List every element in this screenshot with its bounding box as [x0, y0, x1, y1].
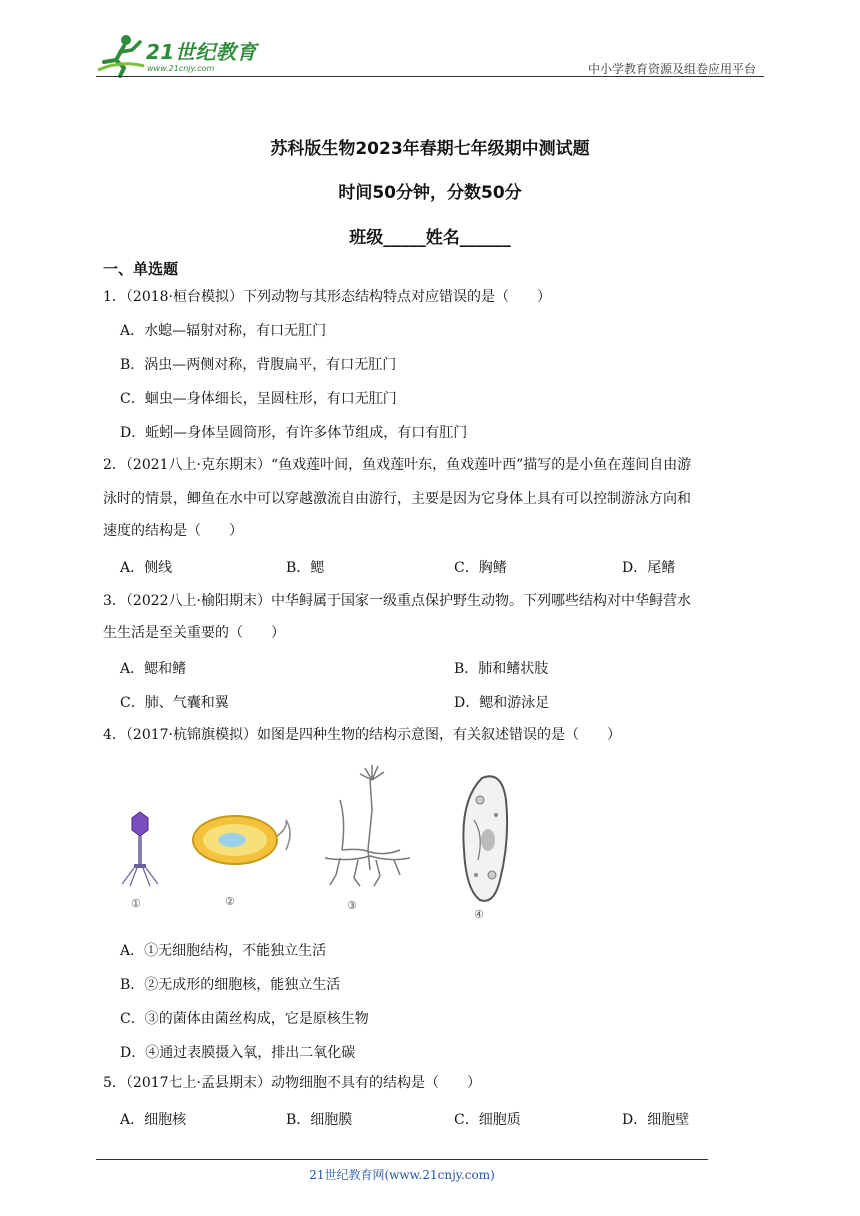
q3-option-b: B．肺和鳍状肢 [454, 661, 549, 677]
page-title: 苏科版生物2023年春期七年级期中测试题 [270, 139, 590, 159]
footer-divider [96, 1159, 708, 1160]
q5-option-a: A．细胞核 [120, 1112, 187, 1128]
question-2-line-3: 速度的结构是（ ） [103, 523, 243, 539]
figure-label-4: ④ [474, 908, 484, 921]
q2-option-d: D．尾鳍 [622, 560, 676, 576]
bacteriophage-image [122, 812, 158, 886]
q2-option-b: B．鳃 [286, 560, 325, 576]
question-2-line-2: 泳时的情景，鲫鱼在水中可以穿越激流自由游行，主要是因为它身体上具有可以控制游泳方向和 [103, 491, 691, 507]
q4-option-a: A．①无细胞结构，不能独立生活 [120, 943, 327, 959]
question-1: 1．（2018·桓台模拟）下列动物与其形态结构特点对应错误的是（ ） [103, 289, 551, 305]
q5-option-d: D．细胞壁 [622, 1112, 690, 1128]
q3-option-d: D．鳃和游泳足 [454, 695, 550, 711]
question-4: 4．（2017·杭锦旗模拟）如图是四种生物的结构示意图，有关叙述错误的是（ ） [103, 727, 621, 743]
section-heading: 一、单选题 [103, 260, 179, 278]
q3-option-a: A．鳃和鳍 [120, 661, 187, 677]
question-2-line-1: 2．（2021八上·克东期末）“鱼戏莲叶间，鱼戏莲叶东，鱼戏莲叶西”描写的是小鱼在莲间自由游 [103, 457, 692, 473]
footer-text: 21世纪教育网(www.21cnjy.com) [309, 1168, 495, 1182]
q2-option-c: C．胸鳍 [454, 560, 507, 576]
figure-label-3: ③ [347, 899, 357, 912]
header-divider [96, 76, 764, 77]
q1-option-d: D．蚯蚓—身体呈圆筒形，有许多体节组成，有口有肛门 [120, 425, 468, 441]
q5-option-c: C．细胞质 [454, 1112, 521, 1128]
class-name-fields: 班级_____姓名______ [349, 228, 511, 248]
q5-option-b: B．细胞膜 [286, 1112, 353, 1128]
q1-option-b: B．涡虫—两侧对称，背腹扁平，有口无肛门 [120, 357, 397, 373]
figure-label-1: ① [131, 897, 141, 910]
question-3-line-1: 3．（2022八上·榆阳期末）中华鲟属于国家一级重点保护野生动物。下列哪些结构对中华鲟营水 [103, 593, 691, 609]
q4-option-c: C．③的菌体由菌丝构成，它是原核生物 [120, 1011, 369, 1027]
exam-info: 时间50分钟，分数50分 [338, 183, 522, 203]
q4-option-b: B．②无成形的细胞核，能独立生活 [120, 977, 341, 993]
q2-option-a: A．侧线 [120, 560, 173, 576]
q1-option-c: C．蛔虫—身体细长，呈圆柱形，有口无肛门 [120, 391, 397, 407]
question-5: 5．（2017七上·孟县期末）动物细胞不具有的结构是（ ） [103, 1075, 481, 1091]
logo-url: www.21cnjy.com [147, 64, 215, 73]
paramecium-image [463, 776, 507, 901]
organism-figure [110, 760, 530, 930]
q1-option-a: A．水螅—辐射对称，有口无肛门 [120, 323, 327, 339]
runner-logo-icon [96, 30, 146, 78]
logo-text: 21世纪教育 [146, 40, 257, 64]
mold-hyphae-image [325, 765, 410, 886]
platform-label: 中小学教育资源及组卷应用平台 [587, 62, 756, 76]
q3-option-c: C．肺、气囊和翼 [120, 695, 229, 711]
bacterium-image [193, 816, 290, 864]
question-3-line-2: 生生活是至关重要的（ ） [103, 625, 285, 641]
q4-option-d: D．④通过表膜摄入氧，排出二氧化碳 [120, 1045, 356, 1061]
figure-label-2: ② [225, 895, 235, 908]
